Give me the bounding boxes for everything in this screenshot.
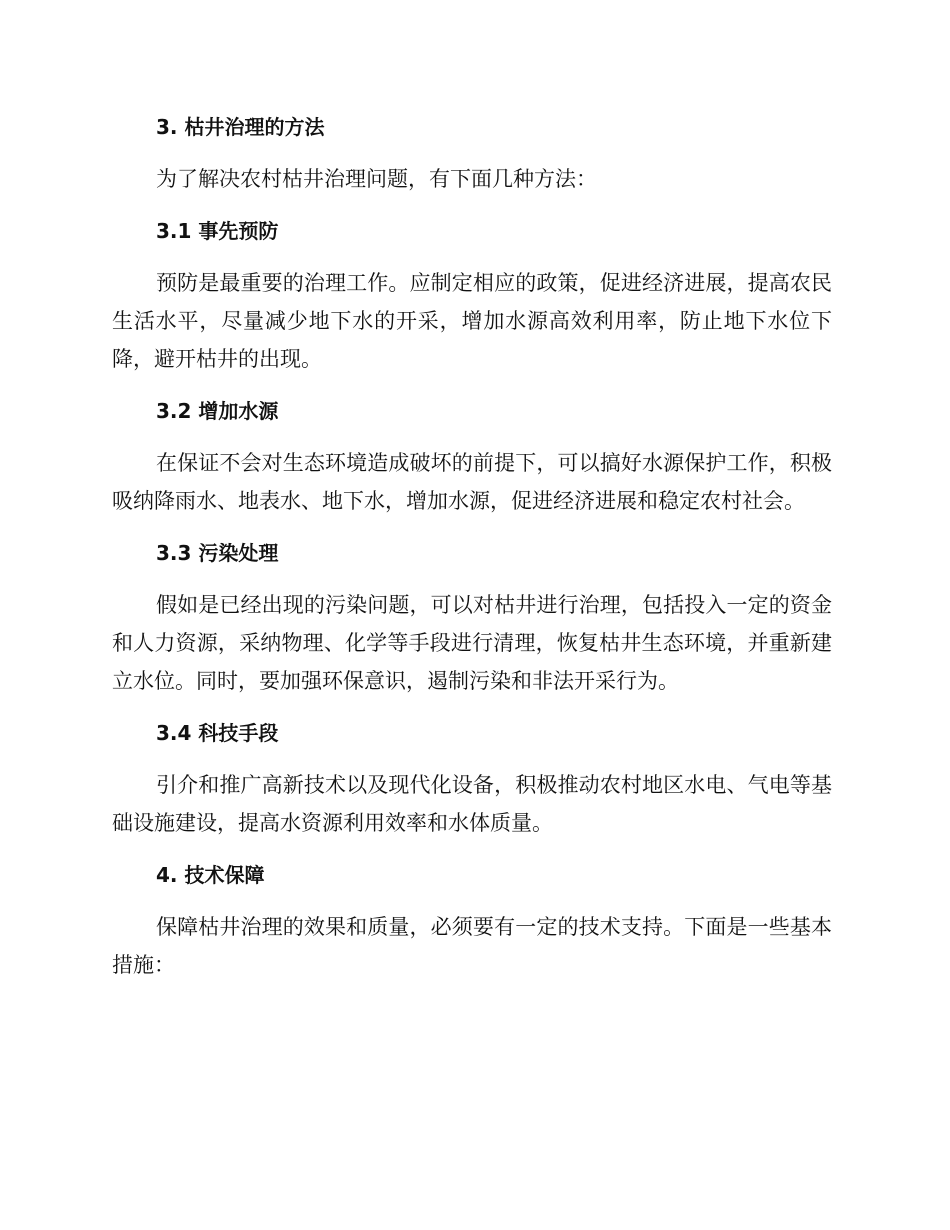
section-heading: 3.1 事先预防 [156,219,279,243]
section-paragraph: 在保证不会对生态环境造成破坏的前提下，可以搞好水源保护工作，积极吸纳降雨水、地表水、地下水，增加水源，促进经济进展和稳定农村社会。 [112,451,832,513]
section-paragraph: 保障枯井治理的效果和质量，必须要有一定的技术支持。下面是一些基本措施： [112,915,832,977]
section-paragraph: 假如是已经出现的污染问题，可以对枯井进行治理，包括投入一定的资金和人力资源，采纳物理、化学等手段进行清理，恢复枯井生态环境，并重新建立水位。同时，要加强环保意识，遏制污染和非法开采行为。 [112,593,832,693]
section-heading: 3.3 污染处理 [156,541,279,565]
section-heading: 4. 技术保障 [156,863,265,887]
section-paragraph: 为了解决农村枯井治理问题，有下面几种方法： [156,167,597,191]
section-heading: 3. 枯井治理的方法 [156,115,325,139]
section-paragraph: 预防是最重要的治理工作。应制定相应的政策，促进经济进展，提高农民生活水平，尽量减少地下水的开采，增加水源高效利用率，防止地下水位下降，避开枯井的出现。 [112,271,832,371]
section-paragraph: 引介和推广高新技术以及现代化设备，积极推动农村地区水电、气电等基础设施建设，提高水资源利用效率和水体质量。 [112,773,832,835]
section-heading: 3.2 增加水源 [156,399,279,423]
document-page [112,106,832,984]
section-heading: 3.4 科技手段 [156,721,279,745]
